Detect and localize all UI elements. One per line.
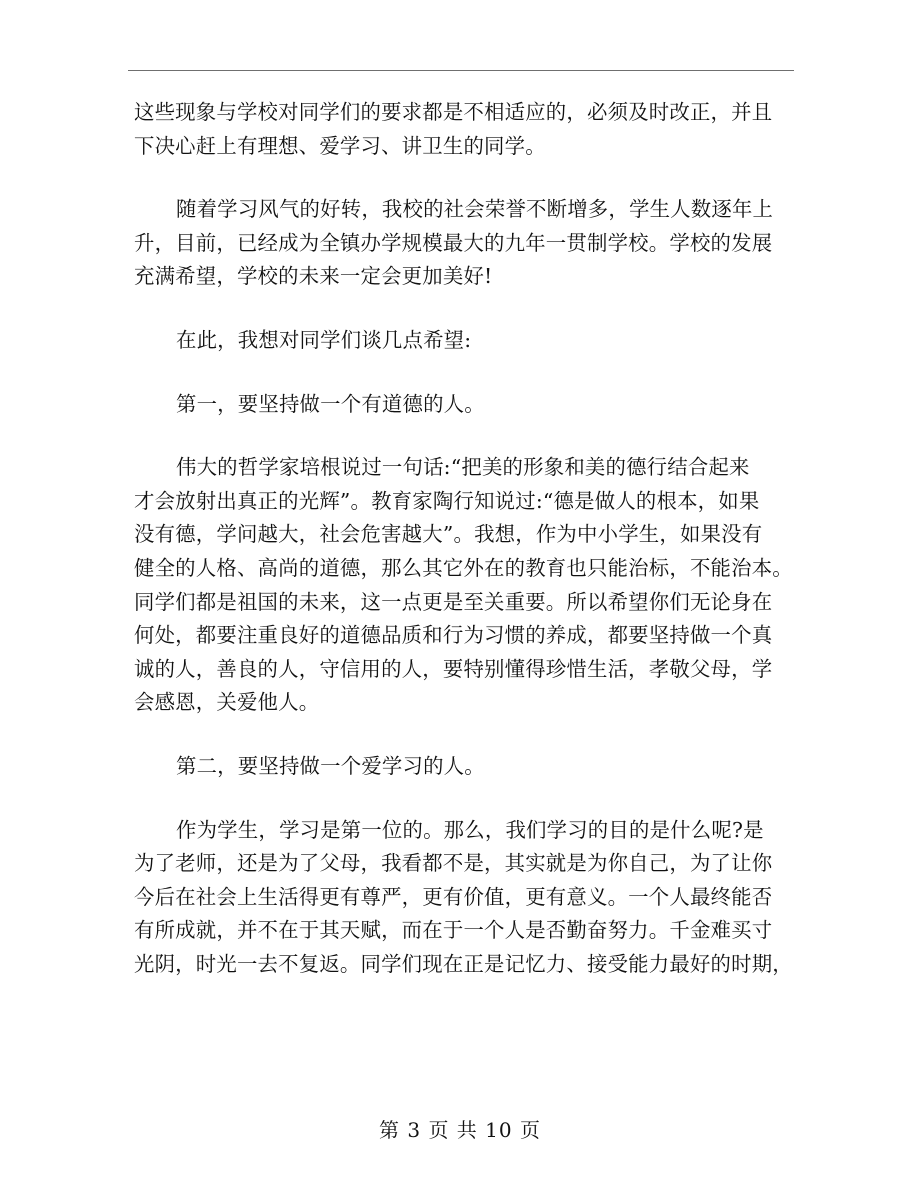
- text-line: 在此，我想对同学们谈几点希望:: [176, 327, 472, 352]
- text-line: 何处，都要注重良好的道德品质和行为习惯的养成，都要坚持做一个真: [134, 623, 773, 648]
- text-line: 才会放射出真正的光辉”。教育家陶行知说过:“德是做人的根本，如果: [134, 488, 760, 513]
- section-heading-2: [134, 750, 798, 784]
- text-line: 今后在社会上生活得更有尊严，更有价值，更有意义。一个人最终能否: [134, 884, 773, 909]
- text-line: 有所成就，并不在于其天赋，而在于一个人是否勤奋努力。千金难买寸: [134, 918, 773, 943]
- text-line: 健全的人格、高尚的道德，那么其它外在的教育也只能治标，不能治本。: [134, 555, 793, 580]
- paragraph-7: [134, 814, 798, 982]
- text-line: 为了老师，还是为了父母，我看都不是，其实就是为你自己，为了让你: [134, 851, 773, 876]
- document-body: [134, 96, 798, 1011]
- header-rule: [128, 70, 794, 71]
- text-line: 这些现象与学校对同学们的要求都是不相适应的，必须及时改正，并且: [134, 100, 773, 124]
- text-line: 作为学生，学习是第一位的。那么，我们学习的目的是什么呢?是: [176, 817, 764, 842]
- text-line: 充满希望，学校的未来一定会更加美好!: [134, 264, 493, 289]
- paragraph-1: [134, 96, 798, 163]
- text-line: 会感恩，关爱他人。: [134, 690, 320, 715]
- text-line: 第二，要坚持做一个爱学习的人。: [176, 753, 485, 778]
- text-line: 随着学习风气的好转，我校的社会荣誉不断增多，学生人数逐年上: [176, 197, 774, 222]
- paragraph-3: [134, 324, 798, 358]
- paragraph-5: [134, 451, 798, 720]
- text-line: 下决心赶上有理想、爱学习、讲卫生的同学。: [134, 133, 546, 158]
- text-line: 伟大的哲学家培根说过一句话:“把美的形象和美的德行结合起来: [176, 455, 750, 480]
- text-line: 升，目前，已经成为全镇办学规模最大的九年一贯制学校。学校的发展: [134, 230, 773, 255]
- paragraph-2: [134, 193, 798, 294]
- text-line: 同学们都是祖国的未来，这一点更是至关重要。所以希望你们无论身在: [134, 589, 773, 614]
- text-line: 第一，要坚持做一个有道德的人。: [176, 391, 485, 416]
- text-line: 没有德，学问越大，社会危害越大”。我想，作为中小学生，如果没有: [134, 522, 763, 547]
- page-number-footer: 第 3 页 共 10 页: [379, 1118, 541, 1142]
- text-line: 光阴，时光一去不复返。同学们现在正是记忆力、接受能力最好的时期，: [134, 951, 793, 976]
- text-line: 诚的人，善良的人，守信用的人，要特别懂得珍惜生活，孝敬父母，学: [134, 656, 773, 681]
- section-heading-1: [134, 388, 798, 422]
